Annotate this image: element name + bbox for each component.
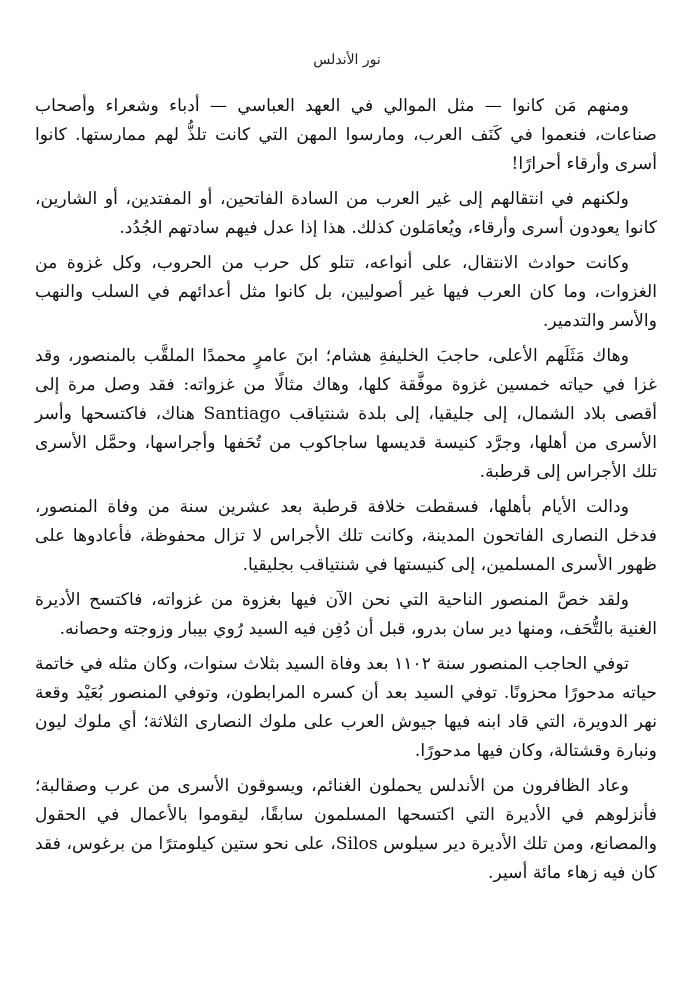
paragraph-1: ومنهم مَن كانوا — مثل الموالي في العهد العباسي — أدباء وشعراء وأصحاب صناعات، فنعموا في كَنَف العرب، ومارسوا المهن التي كانت تلذُّ لهم ممارستها. كانوا أسرى وأرقاء أحرارًا! <box>35 96 657 174</box>
paragraph-5: ودالت الأيام بأهلها، فسقطت خلافة قرطبة بعد عشرين سنة من وفاة المنصور، فدخل النصارى الفاتحون المدينة، وكانت تلك الأجراس لا تزال محفوظة، فأعادوها على ظهور الأسرى المسلمين، إلى كنيستها في شنتياقب بجليقيا. <box>35 497 657 575</box>
running-header: نور الأندلس <box>313 52 381 68</box>
paragraph-6: ولقد خصَّ المنصور الناحية التي نحن الآن فيها بغزوة من غزواته، فاكتسح الأديرة الغنية بالتُّحَف، ومنها دير سان بدرو، قبل أن دُفِن فيه السيد رُوي بيبار وزوجته وحصانه. <box>35 590 657 639</box>
paragraph-7: توفي الحاجب المنصور سنة ١١٠٢ بعد وفاة السيد بثلاث سنوات، وكان مثله في خاتمة حياته مدحورًا محزونًا. توفي السيد بعد أن كسره المرابطون، وتوفي المنصور بُعَيْد وقعة نهر الدويرة، التي قاد ابنه فيها جيوش العرب على ملوك النصارى الثلاثة؛ أي ملوك ليون ونبارة وقشتالة، وكان فيها مدحورًا. <box>35 654 657 761</box>
body-text <box>35 92 657 894</box>
paragraph-2: ولكنهم في انتقالهم إلى غير العرب من السادة الفاتحين، أو المفتدين، أو الشارين، كانوا يعودون أسرى وأرقاء، ويُعامَلون كذلك. هذا إذا عدل فيهم سادتهم الجُدُد. <box>35 189 657 238</box>
paragraph-3: وكانت حوادث الانتقال، على أنواعه، تتلو كل حرب من الحروب، وكل غزوة من الغزوات، وما كان العرب فيها غير أصوليين، بل كانوا مثل أعدائهم في السلب والنهب والأسر والتدمير. <box>35 253 657 331</box>
paragraph-8: وعاد الظافرون من الأندلس يحملون الغنائم، ويسوقون الأسرى من عرب وصقالبة؛ فأنزلوهم في الأديرة التي اكتسحها المسلمون سابقًا، ليقوموا بالأعمال في الحقول والمصانع، ومن تلك الأديرة دير سيلوس Silos، على نحو ستين كيلومترًا من برغوس، فقد كان فيه زهاء مائة أسير. <box>35 776 658 883</box>
paragraph-4: وهاك مَثَلَهم الأعلى، حاجبَ الخليفةِ هشام؛ ابنَ عامرٍ محمدًا الملقَّب بالمنصور، وقد غزا في حياته خمسين غزوة موفَّقة كلها، وهاك مثالًا من غزواته: فقد وصل مرة إلى أقصى بلاد الشمال، إلى جليقيا، إلى بلدة شنتياقب Santiago هناك، فاكتسحها وأسر الأسرى من أهلها، وجرَّد كنيسة قديسها ساجاكوب من تُحَفها وأجراسها، وحمَّل الأسرى تلك الأجراس إلى قرطبة. <box>35 346 657 482</box>
